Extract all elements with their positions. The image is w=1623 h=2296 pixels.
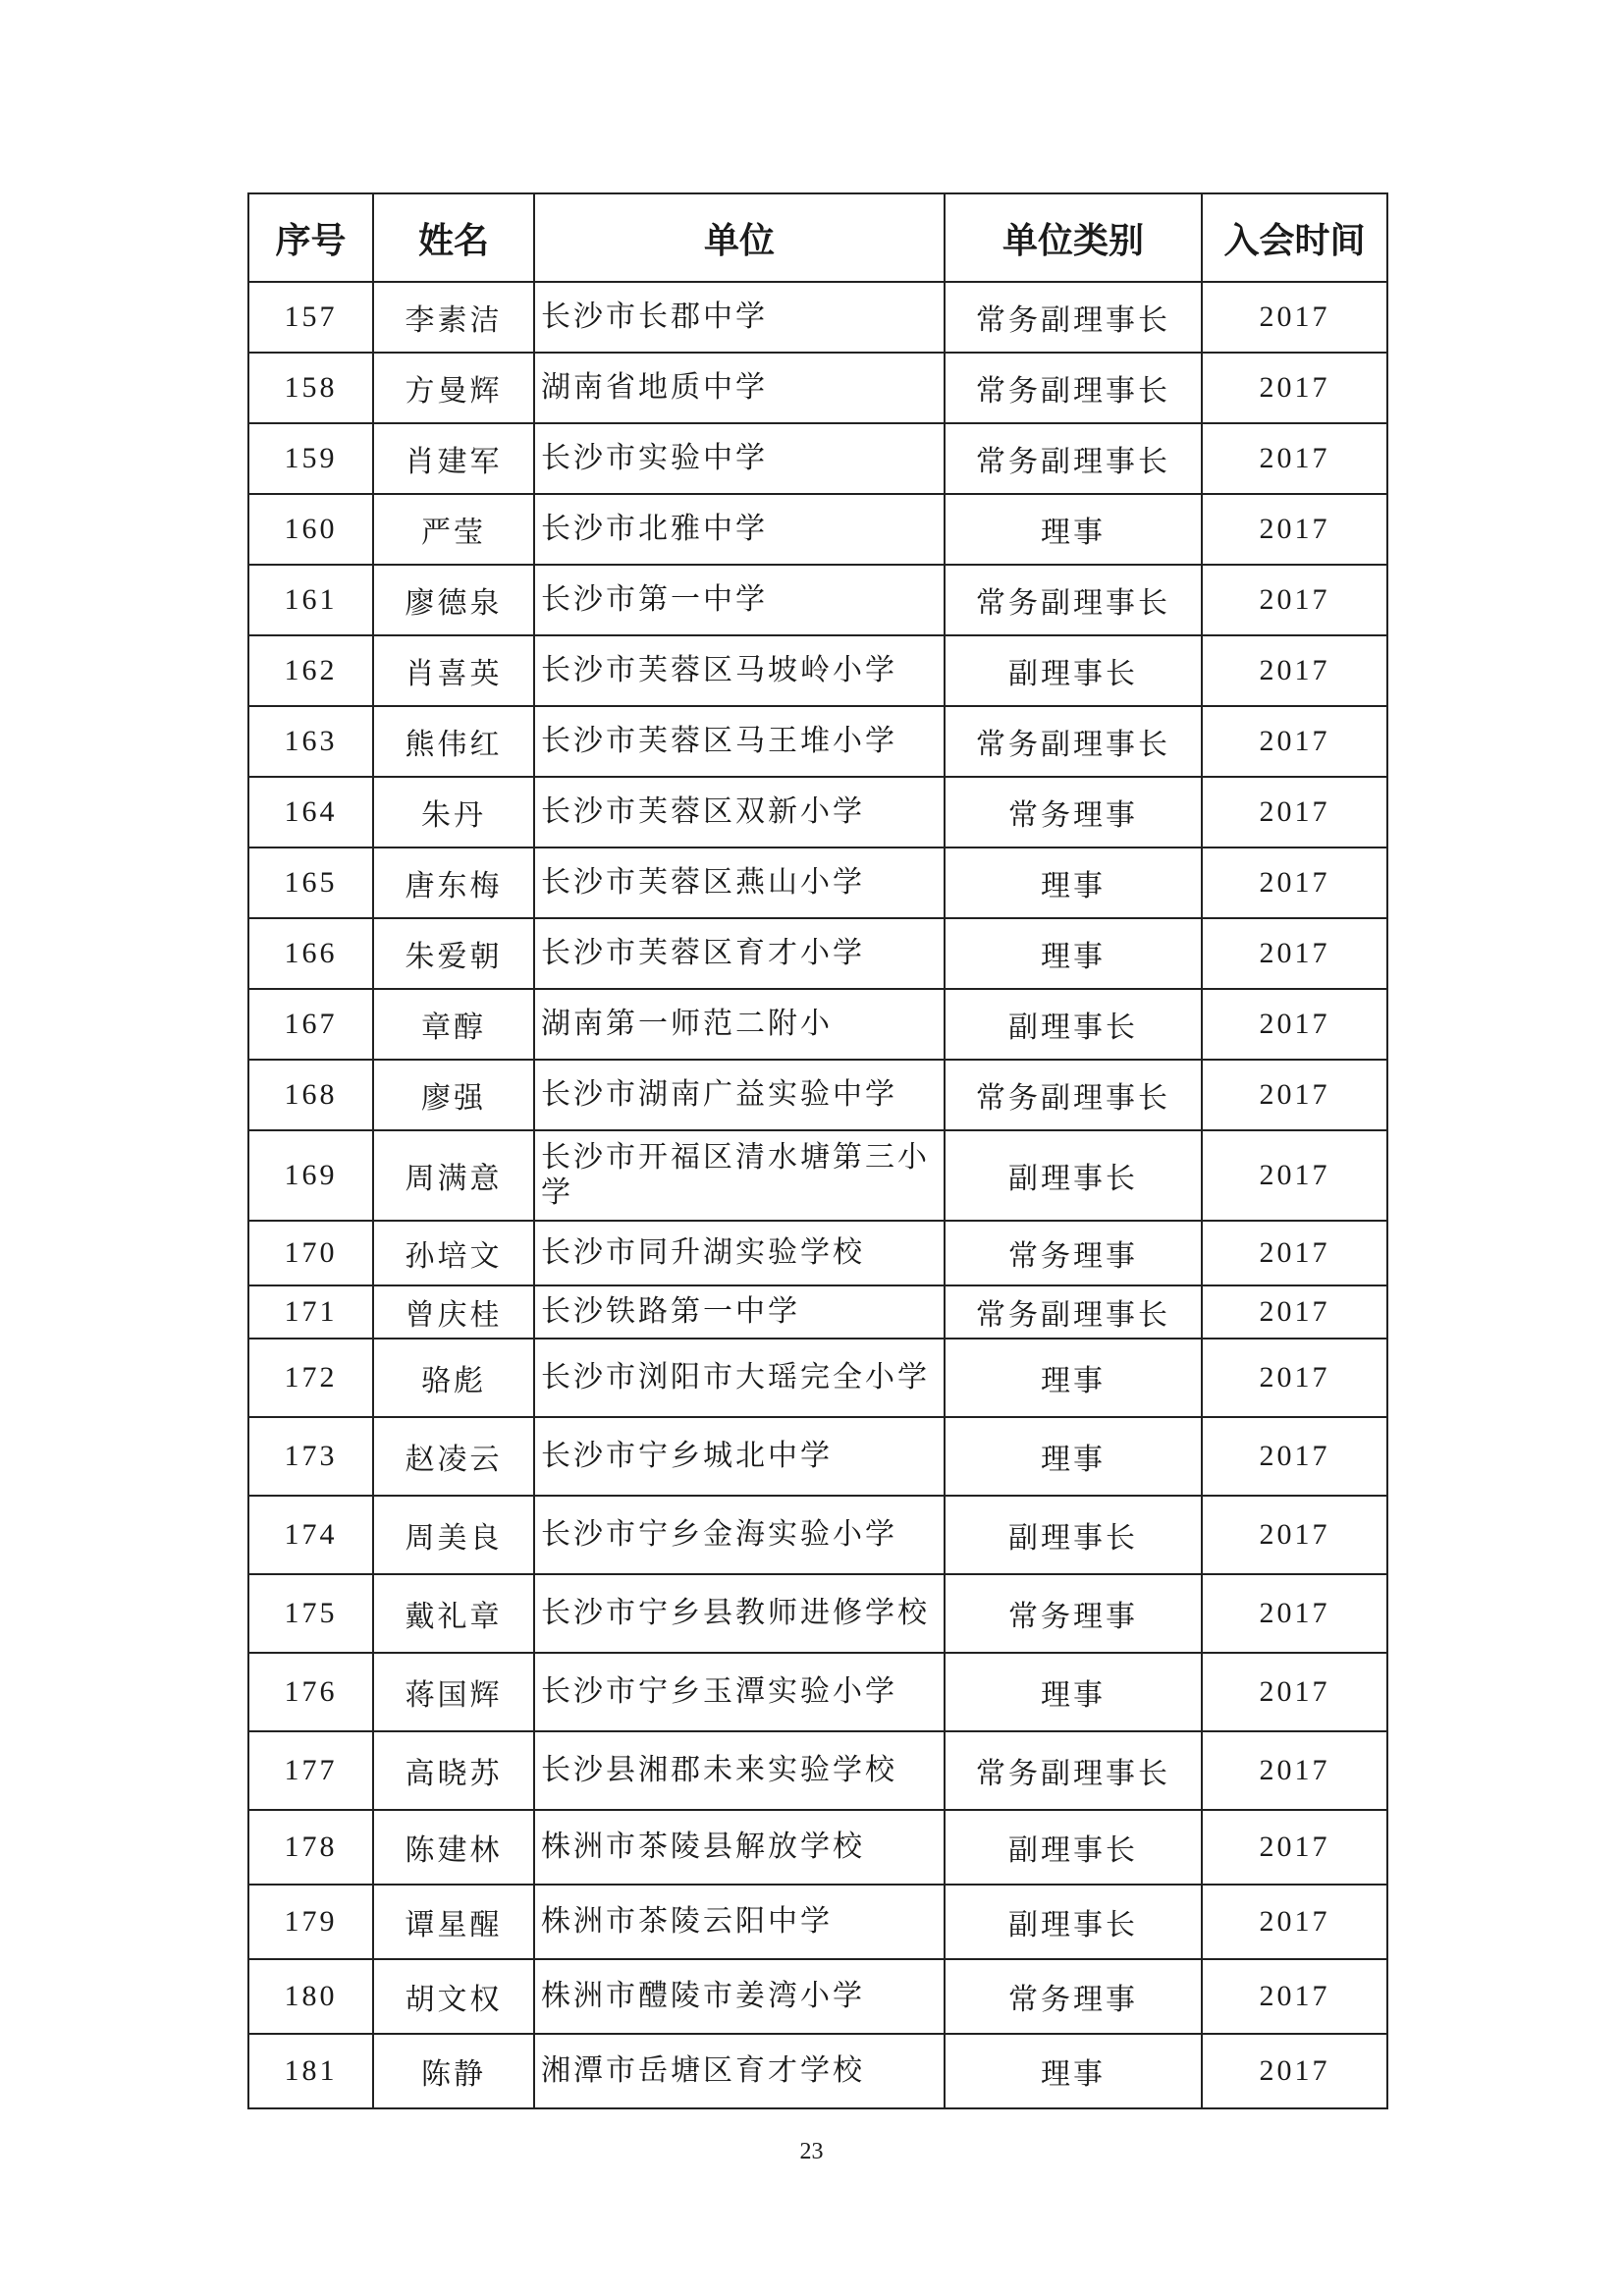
seq-cell: 167 [248,989,373,1060]
table-row [248,1574,1387,1653]
name-cell: 谭星醒 [373,1885,534,1959]
seq-cell: 173 [248,1417,373,1496]
category-cell: 常务副理事长 [945,1060,1202,1130]
seq-cell: 180 [248,1959,373,2034]
table-row [248,1959,1387,2034]
table-row [248,847,1387,918]
seq-cell: 176 [248,1653,373,1731]
category-cell: 副理事长 [945,635,1202,706]
table-row [248,1653,1387,1731]
category-cell: 常务理事 [945,777,1202,847]
name-cell: 戴礼章 [373,1574,534,1653]
join-year-cell: 2017 [1202,1496,1387,1574]
seq-cell: 174 [248,1496,373,1574]
join-year-cell: 2017 [1202,777,1387,847]
join-year-cell: 2017 [1202,1339,1387,1417]
unit-cell: 长沙市长郡中学 [534,282,945,353]
table-header-row [248,193,1387,282]
table-row [248,565,1387,635]
join-year-cell: 2017 [1202,1417,1387,1496]
seq-cell: 172 [248,1339,373,1417]
join-year-cell: 2017 [1202,1574,1387,1653]
table-row [248,1496,1387,1574]
seq-cell: 177 [248,1731,373,1810]
join-year-cell: 2017 [1202,635,1387,706]
category-cell: 副理事长 [945,1496,1202,1574]
join-year-cell: 2017 [1202,847,1387,918]
name-cell: 廖强 [373,1060,534,1130]
unit-cell: 长沙市宁乡城北中学 [534,1417,945,1496]
table-body [248,282,1387,2108]
unit-cell: 长沙市宁乡玉潭实验小学 [534,1653,945,1731]
table-row [248,2034,1387,2108]
category-cell: 理事 [945,494,1202,565]
name-cell: 骆彪 [373,1339,534,1417]
category-cell: 副理事长 [945,1885,1202,1959]
seq-cell: 171 [248,1285,373,1339]
name-cell: 方曼辉 [373,353,534,423]
name-cell: 朱丹 [373,777,534,847]
unit-cell: 长沙市芙蓉区燕山小学 [534,847,945,918]
unit-cell: 长沙市芙蓉区双新小学 [534,777,945,847]
join-year-cell: 2017 [1202,565,1387,635]
name-cell: 孙培文 [373,1221,534,1285]
category-cell: 常务理事 [945,1959,1202,2034]
header-category: 单位类别 [945,193,1202,282]
table-row [248,282,1387,353]
category-cell: 理事 [945,2034,1202,2108]
header-unit: 单位 [534,193,945,282]
category-cell: 理事 [945,918,1202,989]
category-cell: 常务理事 [945,1574,1202,1653]
join-year-cell: 2017 [1202,423,1387,494]
seq-cell: 169 [248,1130,373,1221]
name-cell: 严莹 [373,494,534,565]
name-cell: 赵凌云 [373,1417,534,1496]
category-cell: 常务副理事长 [945,706,1202,777]
seq-cell: 165 [248,847,373,918]
join-year-cell: 2017 [1202,1885,1387,1959]
seq-cell: 170 [248,1221,373,1285]
table-row [248,918,1387,989]
category-cell: 理事 [945,1653,1202,1731]
category-cell: 副理事长 [945,1810,1202,1885]
category-cell: 副理事长 [945,989,1202,1060]
join-year-cell: 2017 [1202,1810,1387,1885]
unit-cell: 株洲市醴陵市姜湾小学 [534,1959,945,2034]
seq-cell: 160 [248,494,373,565]
table-row [248,494,1387,565]
seq-cell: 179 [248,1885,373,1959]
name-cell: 周美良 [373,1496,534,1574]
unit-cell: 长沙县湘郡未来实验学校 [534,1731,945,1810]
name-cell: 肖喜英 [373,635,534,706]
category-cell: 常务理事 [945,1221,1202,1285]
unit-cell: 长沙市实验中学 [534,423,945,494]
seq-cell: 178 [248,1810,373,1885]
seq-cell: 166 [248,918,373,989]
category-cell: 常务副理事长 [945,353,1202,423]
join-year-cell: 2017 [1202,989,1387,1060]
unit-cell: 湖南第一师范二附小 [534,989,945,1060]
unit-cell: 株洲市茶陵云阳中学 [534,1885,945,1959]
name-cell: 高晓苏 [373,1731,534,1810]
header-join-year: 入会时间 [1202,193,1387,282]
join-year-cell: 2017 [1202,353,1387,423]
join-year-cell: 2017 [1202,706,1387,777]
category-cell: 常务副理事长 [945,423,1202,494]
name-cell: 肖建军 [373,423,534,494]
seq-cell: 175 [248,1574,373,1653]
join-year-cell: 2017 [1202,1221,1387,1285]
member-table [247,192,1388,2109]
seq-cell: 164 [248,777,373,847]
table-row [248,1731,1387,1810]
join-year-cell: 2017 [1202,1731,1387,1810]
table-row [248,1417,1387,1496]
unit-cell: 长沙市宁乡金海实验小学 [534,1496,945,1574]
table-row [248,989,1387,1060]
join-year-cell: 2017 [1202,282,1387,353]
seq-cell: 159 [248,423,373,494]
join-year-cell: 2017 [1202,1653,1387,1731]
seq-cell: 161 [248,565,373,635]
seq-cell: 163 [248,706,373,777]
name-cell: 朱爱朝 [373,918,534,989]
join-year-cell: 2017 [1202,1959,1387,2034]
table-row [248,1130,1387,1221]
page-number: 23 [799,2139,824,2164]
category-cell: 副理事长 [945,1130,1202,1221]
table-row [248,1885,1387,1959]
table-row [248,353,1387,423]
join-year-cell: 2017 [1202,1060,1387,1130]
name-cell: 章醇 [373,989,534,1060]
unit-cell: 湖南省地质中学 [534,353,945,423]
header-seq: 序号 [248,193,373,282]
join-year-cell: 2017 [1202,494,1387,565]
unit-cell: 长沙市芙蓉区马王堆小学 [534,706,945,777]
unit-cell: 株洲市茶陵县解放学校 [534,1810,945,1885]
name-cell: 唐东梅 [373,847,534,918]
join-year-cell: 2017 [1202,1130,1387,1221]
name-cell: 陈静 [373,2034,534,2108]
table-row [248,1339,1387,1417]
category-cell: 理事 [945,847,1202,918]
table-row [248,777,1387,847]
seq-cell: 158 [248,353,373,423]
join-year-cell: 2017 [1202,1285,1387,1339]
table-row [248,635,1387,706]
unit-cell: 长沙市浏阳市大瑶完全小学 [534,1339,945,1417]
name-cell: 曾庆桂 [373,1285,534,1339]
table-row [248,1810,1387,1885]
category-cell: 理事 [945,1339,1202,1417]
unit-cell: 长沙市同升湖实验学校 [534,1221,945,1285]
name-cell: 李素洁 [373,282,534,353]
table-row [248,1060,1387,1130]
unit-cell: 长沙市湖南广益实验中学 [534,1060,945,1130]
category-cell: 常务副理事长 [945,1731,1202,1810]
table-row [248,423,1387,494]
seq-cell: 162 [248,635,373,706]
category-cell: 常务副理事长 [945,565,1202,635]
unit-cell: 长沙市宁乡县教师进修学校 [534,1574,945,1653]
table-row [248,1221,1387,1285]
table-row [248,706,1387,777]
name-cell: 陈建林 [373,1810,534,1885]
seq-cell: 168 [248,1060,373,1130]
unit-cell: 长沙市芙蓉区育才小学 [534,918,945,989]
unit-cell: 湘潭市岳塘区育才学校 [534,2034,945,2108]
category-cell: 常务副理事长 [945,1285,1202,1339]
name-cell: 廖德泉 [373,565,534,635]
name-cell: 熊伟红 [373,706,534,777]
unit-cell: 长沙市开福区清水塘第三小学 [534,1130,945,1221]
seq-cell: 157 [248,282,373,353]
name-cell: 胡文权 [373,1959,534,2034]
table-row [248,1285,1387,1339]
category-cell: 理事 [945,1417,1202,1496]
name-cell: 蒋国辉 [373,1653,534,1731]
join-year-cell: 2017 [1202,2034,1387,2108]
unit-cell: 长沙市第一中学 [534,565,945,635]
unit-cell: 长沙市北雅中学 [534,494,945,565]
header-name: 姓名 [373,193,534,282]
join-year-cell: 2017 [1202,918,1387,989]
name-cell: 周满意 [373,1130,534,1221]
unit-cell: 长沙市芙蓉区马坡岭小学 [534,635,945,706]
category-cell: 常务副理事长 [945,282,1202,353]
seq-cell: 181 [248,2034,373,2108]
unit-cell: 长沙铁路第一中学 [534,1285,945,1339]
